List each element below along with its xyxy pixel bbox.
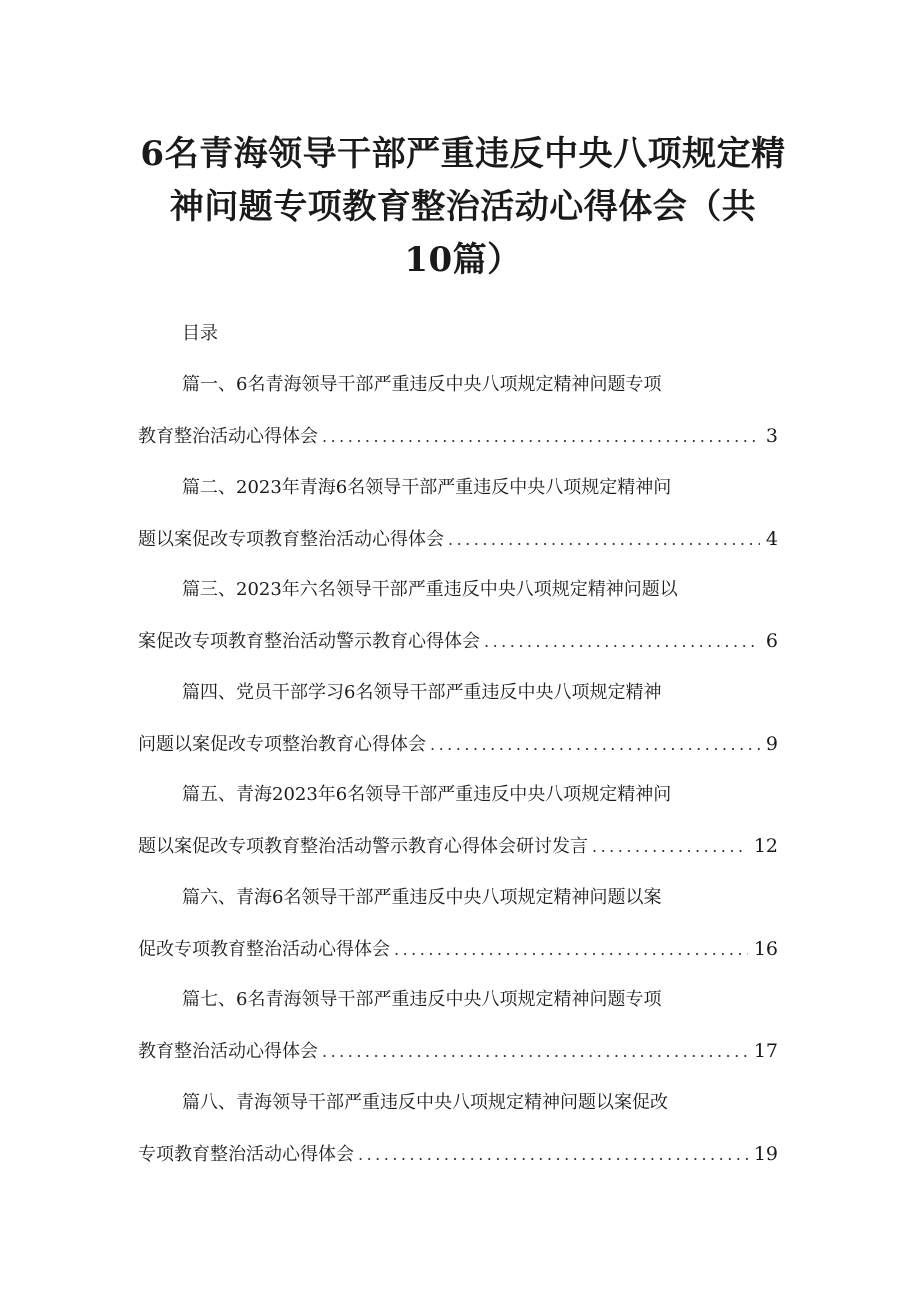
toc-page-number: 9 xyxy=(765,732,778,755)
toc-entry-title: 篇一、6名青海领导干部严重违反中央八项规定精神问题专项 xyxy=(182,374,662,395)
dot-leader xyxy=(322,424,760,450)
toc-page-number: 12 xyxy=(753,835,778,857)
document-title xyxy=(138,128,788,287)
toc-entry-title-cont: 专项教育整治活动心得体会 xyxy=(138,1143,354,1165)
toc-entry-title-cont: 教育整治活动心得体会 xyxy=(138,1041,318,1062)
dot-leader xyxy=(358,1142,748,1168)
dot-leader xyxy=(484,629,760,655)
toc-page-number: 6 xyxy=(765,630,778,652)
toc-entry-continuation xyxy=(138,526,778,553)
toc-entry[interactable] xyxy=(0,875,920,978)
toc-entry-title: 篇四、党员干部学习6名领导干部严重违反中央八项规定精神 xyxy=(182,681,662,703)
toc-entry[interactable] xyxy=(0,772,920,875)
toc-entry-title: 篇三、2023年六名领导干部严重违反中央八项规定精神问题以 xyxy=(182,579,678,600)
toc-entry-title-cont: 题以案促改专项教育整治活动警示教育心得体会研讨发言 xyxy=(138,836,588,857)
toc-entry-title: 篇八、青海领导干部严重违反中央八项规定精神问题以案促改 xyxy=(182,1091,668,1113)
toc-entry-continuation xyxy=(138,1141,778,1168)
toc-page-number: 4 xyxy=(765,527,778,550)
toc-entry-continuation xyxy=(138,1038,778,1065)
dot-leader xyxy=(592,834,748,860)
toc-entry-title: 篇二、2023年青海6名领导干部严重违反中央八项规定精神问 xyxy=(182,476,672,498)
toc-entry-continuation xyxy=(138,628,778,655)
toc-entry[interactable] xyxy=(0,465,920,568)
toc-entry-title: 篇七、6名青海领导干部严重违反中央八项规定精神问题专项 xyxy=(182,989,662,1010)
toc-entry[interactable] xyxy=(0,1080,920,1183)
toc-entry-title: 篇六、青海6名领导干部严重违反中央八项规定精神问题以案 xyxy=(182,886,662,908)
toc-entry-continuation xyxy=(138,731,778,758)
toc-page-number: 19 xyxy=(753,1142,778,1165)
toc-entry-continuation xyxy=(138,423,778,450)
toc-heading: 目录 xyxy=(182,323,218,344)
title-line-3: 10篇） xyxy=(404,240,522,280)
toc-entry[interactable] xyxy=(0,670,920,773)
toc-page-number: 3 xyxy=(765,425,778,447)
dot-leader xyxy=(322,1039,748,1065)
toc-entry[interactable] xyxy=(0,362,920,465)
toc-entry-title-cont: 题以案促改专项教育整治活动心得体会 xyxy=(138,528,444,550)
toc-entry-title-cont: 教育整治活动心得体会 xyxy=(138,426,318,447)
toc-entry-title-cont: 案促改专项教育整治活动警示教育心得体会 xyxy=(138,631,480,652)
title-line-2: 神问题专项教育整治活动心得体会（共 xyxy=(169,187,757,227)
toc-entry-title: 篇五、青海2023年6名领导干部严重违反中央八项规定精神问 xyxy=(182,784,672,805)
toc-entry-title-cont: 促改专项教育整治活动心得体会 xyxy=(138,938,390,960)
toc-entry-continuation xyxy=(138,936,778,963)
dot-leader xyxy=(394,937,748,963)
toc-entry[interactable] xyxy=(0,977,920,1080)
toc-entry-title-cont: 问题以案促改专项整治教育心得体会 xyxy=(138,733,426,755)
dot-leader xyxy=(448,527,760,553)
toc-page-number: 17 xyxy=(753,1040,778,1062)
toc-entry-continuation xyxy=(138,833,778,860)
table-of-contents xyxy=(0,362,920,1182)
toc-entry[interactable] xyxy=(0,567,920,670)
dot-leader xyxy=(430,732,760,758)
title-line-1: 6名青海领导干部严重违反中央八项规定精 xyxy=(140,134,786,174)
toc-page-number: 16 xyxy=(753,937,778,960)
